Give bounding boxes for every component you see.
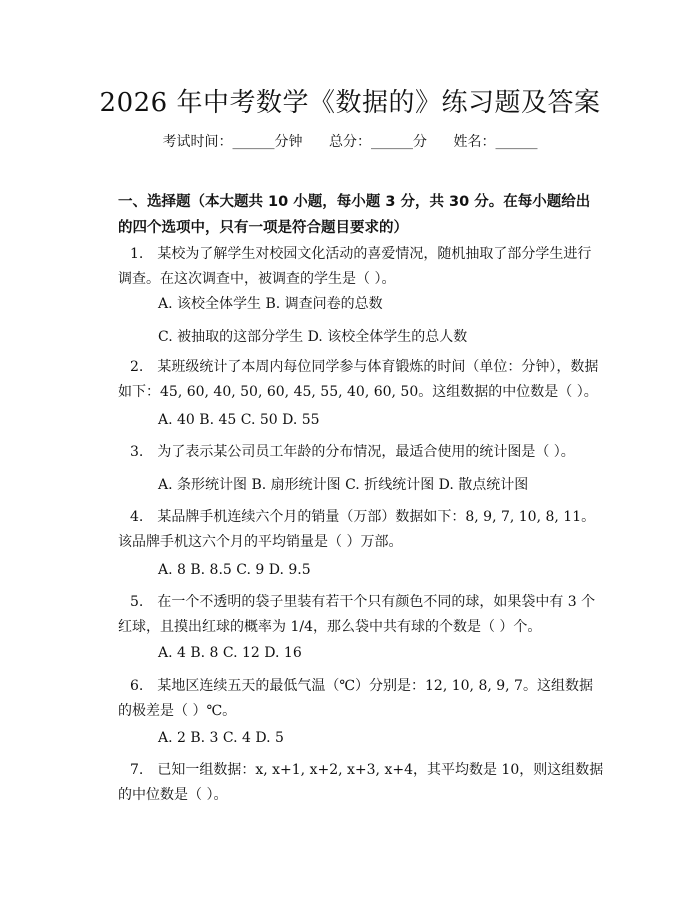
exam-meta <box>0 131 700 151</box>
question-6-options: A. 2 B. 3 C. 4 D. 5 <box>158 730 284 746</box>
question-5-options: A. 4 B. 8 C. 12 D. 16 <box>158 645 302 661</box>
question-4: 4. 某品牌手机连续六个月的销量（万部）数据如下：8, 9, 7, 10, 8, 11。该品牌手机这六个月的平均销量是（ ）万部。 <box>118 509 596 550</box>
question-2: 2. 某班级统计了本周内每位同学参与体育锻炼的时间（单位：分钟），数据如下：45, 60, 40, 50, 60, 45, 55, 40, 60, 50。这组数据的中位数是（ ）。 <box>118 359 599 400</box>
page-title: 2026 年中考数学《数据的》练习题及答案 <box>99 88 601 118</box>
question-1-options-2: C. 被抽取的这部分学生 D. 该校全体学生的总人数 <box>158 329 468 345</box>
question-1-options-1: A. 该校全体学生 B. 调查问卷的总数 <box>158 296 383 312</box>
total-score-field: 总分：______分 <box>329 134 427 150</box>
question-7: 7. 已知一组数据：x, x+1, x+2, x+3, x+4，其平均数是 10，则这组数据的中位数是（ ）。 <box>118 762 604 803</box>
section-heading: 一、选择题（本大题共 10 小题，每小题 3 分，共 30 分。在每小题给出的四个选项中，只有一项是符合题目要求的） <box>118 194 591 236</box>
question-5: 5. 在一个不透明的袋子里装有若干个只有颜色不同的球，如果袋中有 3 个红球，且摸出红球的概率为 1/4，那么袋中共有球的个数是（ ）个。 <box>118 594 596 635</box>
question-3-options: A. 条形统计图 B. 扇形统计图 C. 折线统计图 D. 散点统计图 <box>158 477 529 493</box>
question-1: 1. 某校为了解学生对校园文化活动的喜爱情况，随机抽取了部分学生进行调查。在这次调查中，被调查的学生是（ ）。 <box>118 246 592 287</box>
question-3: 3. 为了表示某公司员工年龄的分布情况，最适合使用的统计图是（ ）。 <box>130 444 575 460</box>
question-6: 6. 某地区连续五天的最低气温（℃）分别是：12, 10, 8, 9, 7。这组数据的极差是（ ）℃。 <box>118 678 593 719</box>
exam-time-field: 考试时间：______分钟 <box>162 134 303 150</box>
student-name-field: 姓名：______ <box>453 134 538 150</box>
question-4-options: A. 8 B. 8.5 C. 9 D. 9.5 <box>158 562 311 578</box>
question-2-options: A. 40 B. 45 C. 50 D. 55 <box>158 412 320 428</box>
